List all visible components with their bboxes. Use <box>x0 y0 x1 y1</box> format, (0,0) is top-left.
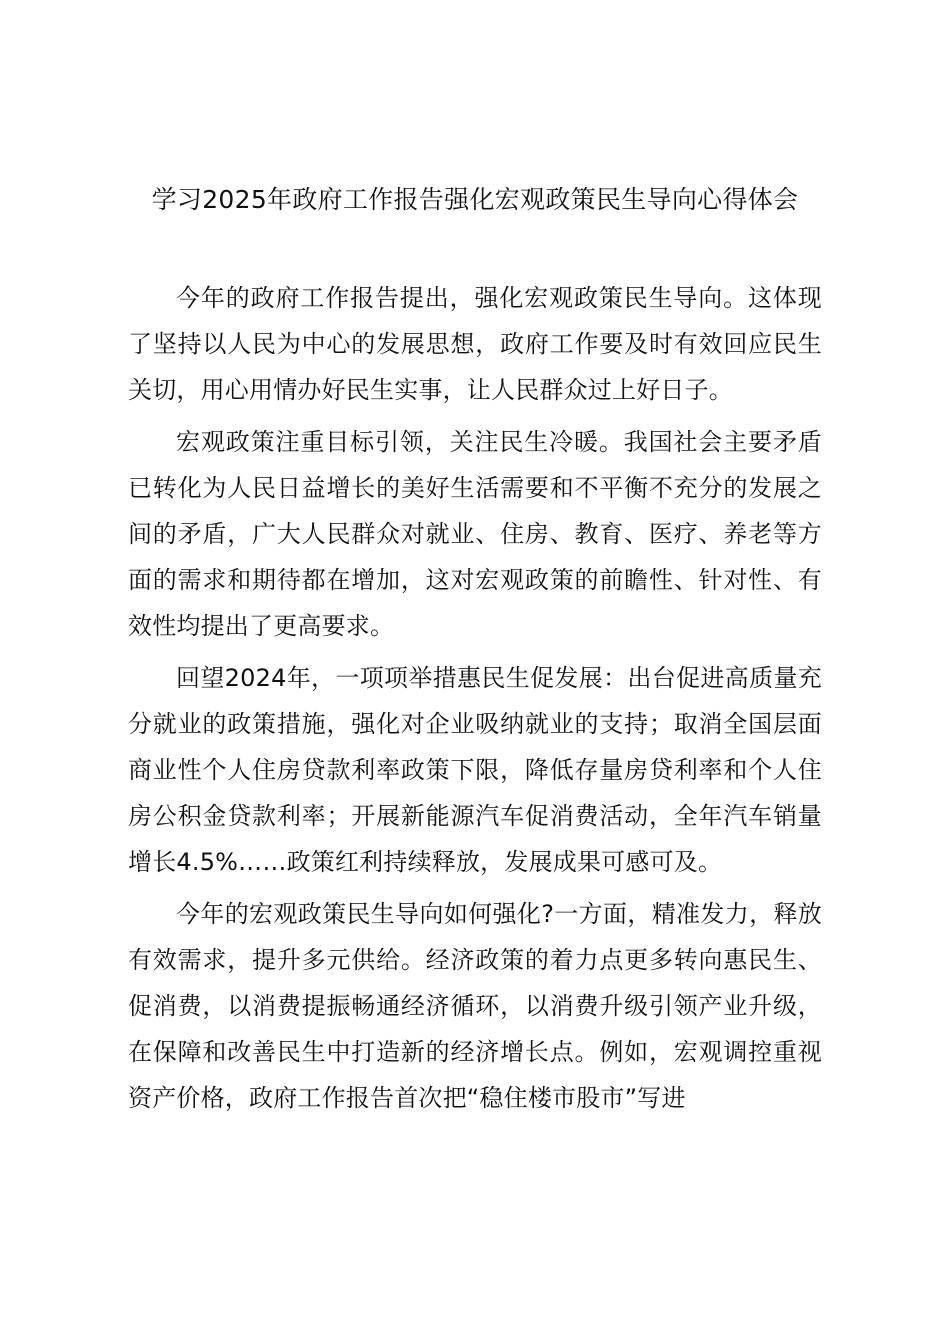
paragraph-4: 今年的宏观政策民生导向如何强化?一方面，精准发力，释放有效需求，提升多元供给。经济政策的着力点更多转向惠民生、促消费，以消费提振畅通经济循环，以消费升级引领产业升级，在保障和改善民生中打造新的经济增长点。例如，宏观调控重视资产价格，政府工作报告首次把“稳住楼市股市”写进 <box>128 900 822 1112</box>
paragraph-1: 今年的政府工作报告提出，强化宏观政策民生导向。这体现了坚持以人民为中心的发展思想，政府工作要及时有效回应民生关切，用心用情办好民生实事，让人民群众过上好日子。 <box>128 284 822 404</box>
paragraph-2: 宏观政策注重目标引领，关注民生冷暖。我国社会主要矛盾已转化为人民日益增长的美好生活需要和不平衡不充分的发展之间的矛盾，广大人民群众对就业、住房、教育、医疗、养老等方面的需求和期待都在增加，这对宏观政策的前瞻性、针对性、有效性均提出了更高要求。 <box>128 428 822 640</box>
paragraph-3: 回望2024年，一项项举措惠民生促发展：出台促进高质量充分就业的政策措施，强化对企业吸纳就业的支持；取消全国层面商业性个人住房贷款利率政策下限，降低存量房贷利率和个人住房公积金贷款利率；开展新能源汽车促消费活动，全年汽车销量增长4.5%……政策红利持续释放，发展成果可感可及。 <box>128 664 822 876</box>
document-title: 学习2025年政府工作报告强化宏观政策民生导向心得体会 <box>151 185 799 214</box>
document-body <box>128 275 822 1127</box>
document-page <box>128 0 822 1344</box>
